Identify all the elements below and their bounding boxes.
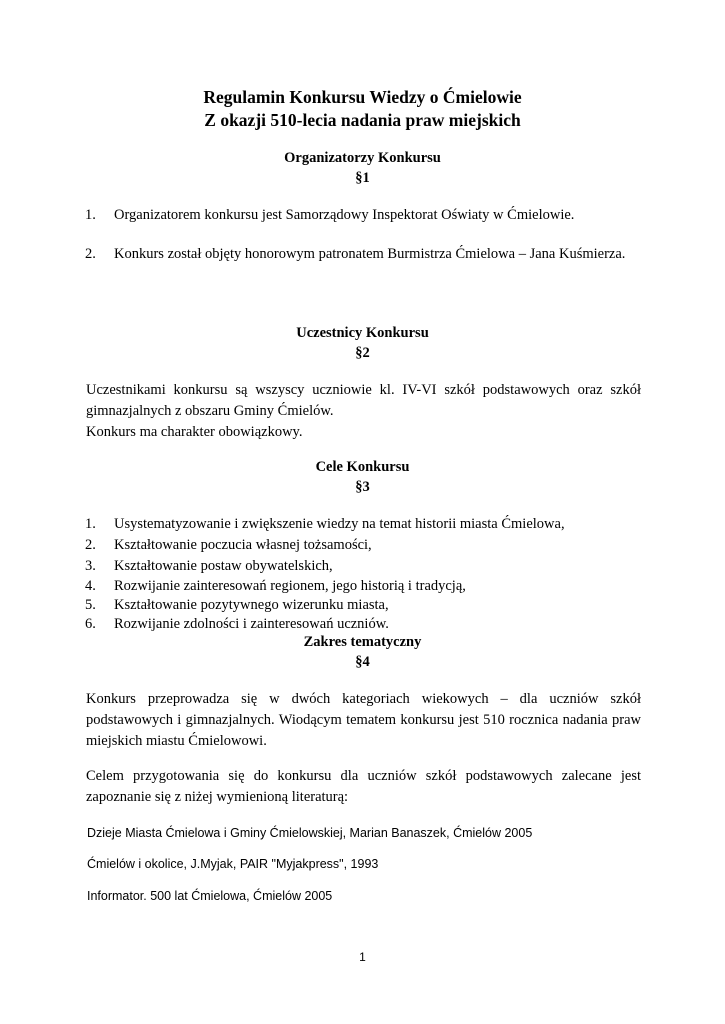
list-item-number: 2. — [85, 246, 96, 262]
list-item-number: 1. — [85, 516, 96, 532]
list-item-text: Organizatorem konkursu jest Samorządowy Inspektorat Oświaty w Ćmielowie. — [114, 207, 575, 223]
list-item-number: 4. — [85, 578, 96, 594]
scope-paragraph: Konkurs przeprowadza się w dwóch kategoriach wiekowych – dla uczniów szkół podstawowych i gimnazjalnych. Wiodącym tematem konkursu jest 510 rocznica nadania praw miejskich miastu Ćmielowowi. — [86, 691, 641, 749]
section-heading-goals: Cele Konkursu — [315, 459, 410, 475]
list-item-number: 2. — [85, 537, 96, 553]
section-paragraph-2: §2 — [355, 345, 370, 361]
document-title-line1: Regulamin Konkursu Wiedzy o Ćmielowie — [203, 87, 522, 107]
list-item-text: Kształtowanie pozytywnego wizerunku miasta, — [114, 597, 389, 613]
literature-item: Ćmielów i okolice, J.Myjak, PAIR "Myjakpress", 1993 — [87, 857, 379, 871]
list-item-text: Kształtowanie postaw obywatelskich, — [114, 558, 333, 574]
section-paragraph-1: §1 — [355, 170, 370, 186]
participants-mandatory-note: Konkurs ma charakter obowiązkowy. — [86, 424, 303, 440]
list-item-number: 6. — [85, 616, 96, 632]
literature-intro-paragraph: Celem przygotowania się do konkursu dla uczniów szkół podstawowych zalecane jest zapoznanie się z niżej wymienioną literaturą: — [86, 768, 641, 805]
list-item-number: 1. — [85, 207, 96, 223]
list-item-text: Kształtowanie poczucia własnej tożsamości, — [114, 537, 372, 553]
section-heading-scope: Zakres tematyczny — [303, 634, 422, 650]
document-title-line2: Z okazji 510-lecia nadania praw miejskich — [204, 110, 521, 130]
section-heading-participants: Uczestnicy Konkursu — [296, 325, 429, 341]
list-item-number: 3. — [85, 558, 96, 574]
list-item-text: Rozwijanie zainteresowań regionem, jego historią i tradycją, — [114, 578, 466, 594]
section-paragraph-4: §4 — [355, 654, 370, 670]
list-item-text: Rozwijanie zdolności i zainteresowań uczniów. — [114, 616, 389, 632]
section-heading-organizers: Organizatorzy Konkursu — [284, 150, 441, 166]
literature-item: Dzieje Miasta Ćmielowa i Gminy Ćmielowskiej, Marian Banaszek, Ćmielów 2005 — [87, 826, 533, 840]
page-number: 1 — [359, 950, 366, 964]
section-paragraph-3: §3 — [355, 479, 370, 495]
list-item-text: Konkurs został objęty honorowym patronatem Burmistrza Ćmielowa – Jana Kuśmierza. — [114, 246, 626, 262]
list-item-number: 5. — [85, 597, 96, 613]
participants-paragraph: Uczestnikami konkursu są wszyscy uczniowie kl. IV-VI szkół podstawowych oraz szkół gimnazjalnych z obszaru Gminy Ćmielów. — [86, 382, 641, 419]
literature-item: Informator. 500 lat Ćmielowa, Ćmielów 2005 — [87, 889, 333, 903]
list-item-text: Usystematyzowanie i zwiększenie wiedzy na temat historii miasta Ćmielowa, — [114, 516, 565, 532]
